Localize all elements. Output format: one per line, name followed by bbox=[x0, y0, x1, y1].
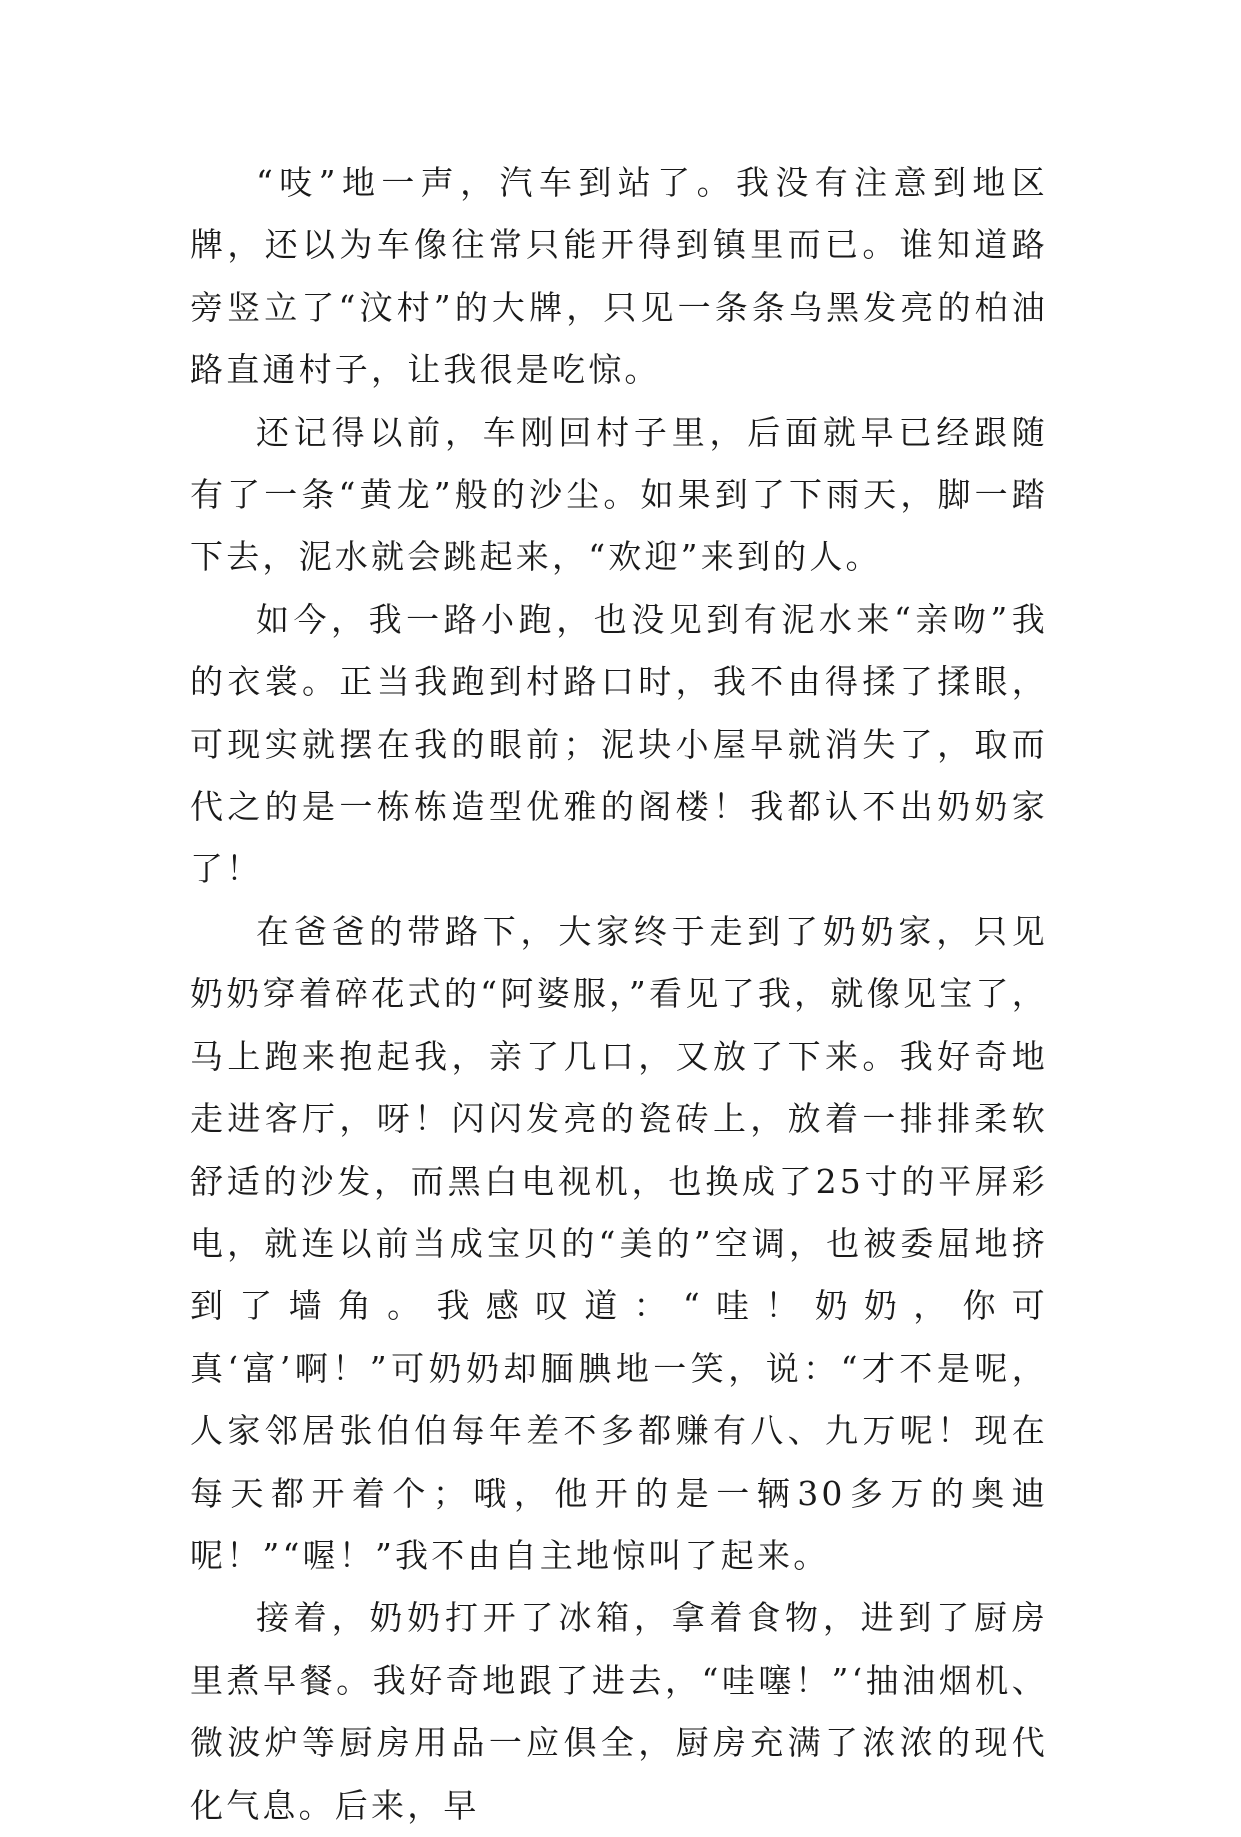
body-text bbox=[190, 152, 1048, 1837]
paragraph-4: 在爸爸的带路下，大家终于走到了奶奶家，只见奶奶穿着碎花式的“阿婆服，”看见了我，就像见宝了，马上跑来抱起我，亲了几口，又放了下来。我好奇地走进客厅，呀！闪闪发亮的瓷砖上，放着一排排柔软舒适的沙发，而黑白电视机，也换成了25寸的平屏彩电，就连以前当成宝贝的“美的”空调，也被委屈地挤到了墙角。我感叹道：“哇！奶奶，你可真‘富’啊！”可奶奶却腼腆地一笑，说：“才不是呢，人家邻居张伯伯每年差不多都赚有八、九万呢！现在每天都开着个；哦，他开的是一辆30多万的奥迪呢！”“喔！”我不由自主地惊叫了起来。 bbox=[190, 911, 1048, 1575]
paragraph-1: “吱”地一声，汽车到站了。我没有注意到地区牌，还以为车像往常只能开得到镇里而已。谁知道路旁竖立了“汶村”的大牌，只见一条条乌黑发亮的柏油路直通村子，让我很是吃惊。 bbox=[190, 163, 1048, 390]
paragraph-5: 接着，奶奶打开了冰箱，拿着食物，进到了厨房里煮早餐。我好奇地跟了进去，“哇噻！”‘抽油烟机、微波炉等厨房用品一应俱全，厨房充满了浓浓的现代化气息。后来，早 bbox=[190, 1598, 1048, 1825]
paragraph-2: 还记得以前，车刚回村子里，后面就早已经跟随有了一条“黄龙”般的沙尘。如果到了下雨天，脚一踏下去，泥水就会跳起来，“欢迎”来到的人。 bbox=[190, 412, 1048, 577]
paragraph-3: 如今，我一路小跑，也没见到有泥水来“亲吻”我的衣裳。正当我跑到村路口时，我不由得揉了揉眼，可现实就摆在我的眼前；泥块小屋早就消失了，取而代之的是一栋栋造型优雅的阁楼！我都认不出奶奶家了！ bbox=[190, 599, 1048, 889]
